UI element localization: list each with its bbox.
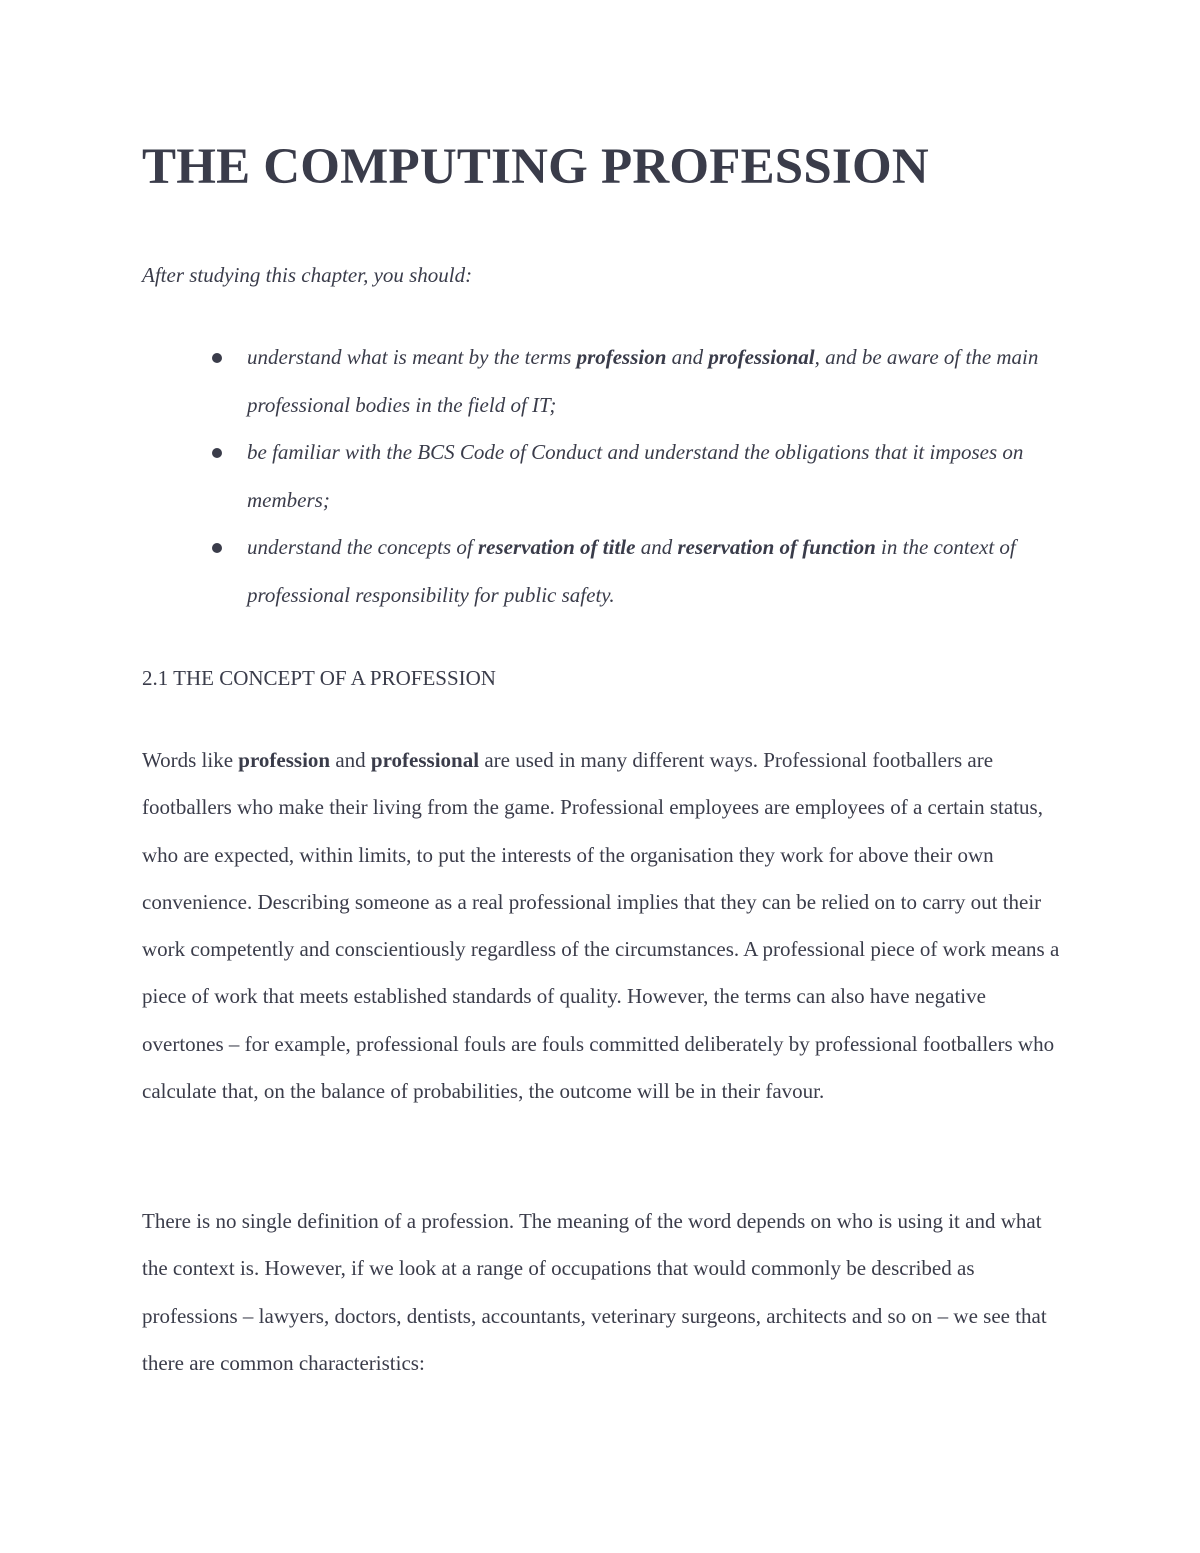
bullet-icon [212, 543, 222, 553]
objective-text: and [666, 345, 709, 369]
paragraph-text: Words like [142, 748, 239, 772]
term-profession: profession [238, 748, 331, 772]
objective-text: and [635, 535, 678, 559]
list-item [212, 334, 1072, 429]
section-heading: 2.1 THE CONCEPT OF A PROFESSION [142, 666, 496, 690]
body-paragraph: There is no single definition of a profession. The meaning of the word depends on who is using it and what the context is. However, if we look at a range of occupations that would commonly be described as professions – lawyers, doctors, dentists, accountants, veterinary surgeons, architects and so on – we see that there are common characteristics: [142, 1209, 1047, 1375]
bullet-icon [212, 448, 222, 458]
term-profession: profession [576, 345, 667, 369]
paragraph-text: and [330, 748, 371, 772]
page-title: THE COMPUTING PROFESSION [142, 139, 929, 195]
objective-text: understand the concepts of [247, 535, 478, 559]
objective-text: be familiar with the BCS Code of Conduct and understand the obligations that it imposes on members; [247, 440, 1024, 512]
term-professional: professional [708, 345, 815, 369]
objective-text: in the context of professional responsibility for public safety. [247, 535, 1016, 607]
objective-text: understand what is meant by the terms [247, 345, 577, 369]
objective-text: , and be aware of the main professional bodies in the field of IT; [247, 345, 1039, 417]
term-professional: professional [370, 748, 480, 772]
term-reservation-of-title: reservation of title [477, 535, 636, 559]
term-reservation-of-function: reservation of function [677, 535, 876, 559]
bullet-icon [212, 353, 222, 363]
body-paragraph [142, 737, 1072, 1115]
paragraph-text: are used in many different ways. Professional footballers are footballers who make their living from the game. Professional employees are employees of a certain status, who are expected, within limits, to put the interests of the organisation they work for above their own convenience. Describing someone as a real professional implies that they can be relied on to carry out their work competently and conscientiously regardless of the circumstances. A professional piece of work means a piece of work that meets established standards of quality. However, the terms can also have negative overtones – for example, professional fouls are fouls committed deliberately by professional footballers who calculate that, on the balance of probabilities, the outcome will be in their favour. [142, 748, 1060, 1104]
list-item [212, 429, 1072, 524]
list-item [212, 524, 1072, 619]
learning-objectives-list [212, 334, 1072, 619]
chapter-intro: After studying this chapter, you should: [142, 263, 473, 287]
